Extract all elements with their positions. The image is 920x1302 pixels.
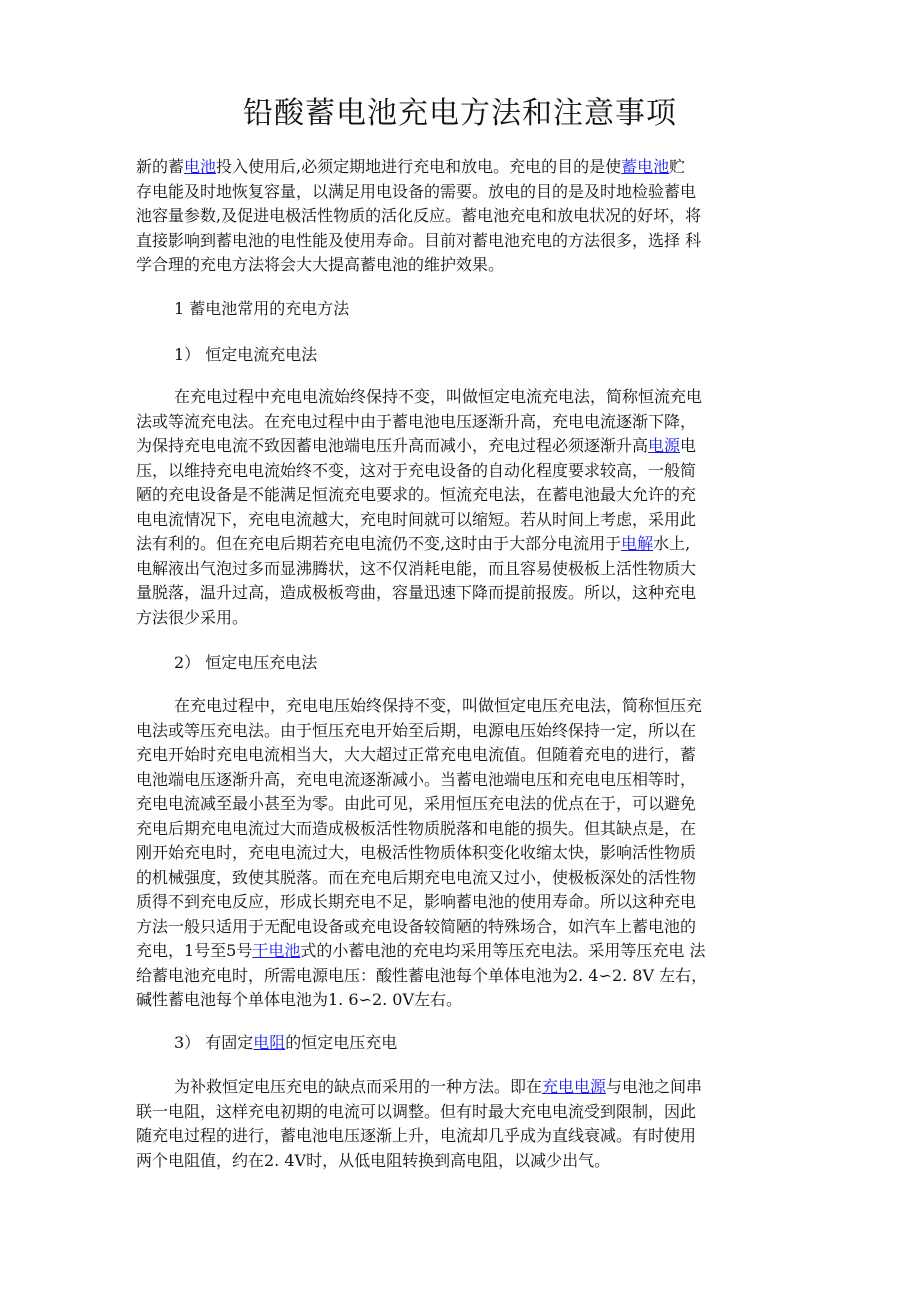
link-resistor[interactable]: 电阻 [253,1033,286,1052]
text-line: 随充电过程的进行，蓄电池电压逐渐上升，电流却几乎成为直线衰减。有时使用 [136,1126,697,1145]
text-line: 方法很少采用。 [136,607,249,627]
text-line: 法或等流充电法。在充电过程中由于蓄电池电压逐渐升高，充电电流逐渐下降， [136,411,697,431]
text-line: 为保持充电电流不致因蓄电池端电压升高而减小，充电过程必须逐渐升高电源电 [136,436,697,455]
text-line: 充电，1号至5号干电池式的小蓄电池的充电均采用等压充电法。采用等压充电 法 [136,941,706,960]
text-line: 质得不到充电反应，形成长期充电不足，影响蓄电池的使用寿命。所以这种充电 [136,892,697,911]
subsection-heading: 1） 恒定电流充电法 [174,345,318,364]
text-line: 新的蓄电池投入使用后,必须定期地进行充电和放电。充电的目的是使蓄电池贮 [136,157,686,176]
text-line: 学合理的充电方法将会大大提高蓄电池的维护效果。 [136,255,505,274]
text-line: 的机械强度，致使其脱落。而在充电后期充电电流又过小，使极板深处的活性物 [136,867,697,887]
text-line: 联一电阻，这样充电初期的电流可以调整。但有时最大充电电流受到限制，因此 [136,1101,697,1121]
text-line: 充电电流减至最小甚至为零。由此可见，采用恒压充电法的优点在于，可以避免 [136,794,697,813]
text-line: 电法或等压充电法。由于恒压充电开始至后期，电源电压始终保持一定，所以在 [136,720,697,740]
text-line: 在充电过程中充电电流始终保持不变，叫做恒定电流充电法，简称恒流充电 [174,387,703,406]
text-line: 电解液出气泡过多而显沸腾状，这不仅消耗电能，而且容易使极板上活性物质大 [136,558,697,578]
text-line: 两个电阻值，约在2. 4V时，从低电阻转换到高电阻，以减少出气。 [136,1150,611,1170]
page-title: 铅酸蓄电池充电方法和注意事项 [243,96,677,131]
link-dry-battery[interactable]: 干电池 [252,941,301,960]
constant-voltage-paragraph [136,694,796,1013]
text-line: 直接影响到蓄电池的电性能及使用寿命。目前对蓄电池充电的方法很多，选择 科 [136,230,702,250]
text-line: 电池端电压逐渐升高，充电电流逐渐减小。当蓄电池端电压和充电电压相等时， [136,769,697,789]
link-battery[interactable]: 电池 [184,157,217,176]
text-line: 为补救恒定电压充电的缺点而采用的一种方法。即在充电电源与电池之间串 [174,1077,703,1096]
text-line: 池容量参数,及促进电极活性物质的活化反应。蓄电池充电和放电状况的好坏，将 [136,206,702,225]
text-line: 充电后期充电电流过大而造成极板活性物质脱落和电能的损失。但其缺点是，在 [136,818,697,838]
text-line: 压，以维持充电电流始终不变，这对于充电设备的自动化程度要求较高，一般简 [136,460,697,480]
link-power-source[interactable]: 电源 [648,436,681,455]
text-line: 电电流情况下，充电电流越大，充电时间就可以缩短。若从时间上考虑，采用此 [136,509,697,529]
link-charging-power-source[interactable]: 充电电源 [542,1077,607,1096]
text-line: 量脱落，温升过高，造成极板弯曲，容量迅速下降而提前报废。所以，这种充电 [136,583,697,602]
text-line: 方法一般只适用于无配电设备或充电设备较简陋的特殊场合，如汽车上蓄电池的 [136,916,697,936]
text-line: 充电开始时充电电流相当大，大大超过正常充电电流值。但随着充电的进行，蓄 [136,745,697,764]
link-electrolysis[interactable]: 电解 [621,534,654,553]
text-line: 碱性蓄电池每个单体电池为1. 6∽2. 0V左右。 [136,990,463,1009]
section-heading: 1 蓄电池常用的充电方法 [174,299,350,318]
text-line: 法有利的。但在充电后期若充电电流仍不变,这时由于大部分电流用于电解水上, [136,534,691,553]
text-line: 刚开始充电时，充电电流过大，电极活性物质体积变化收缩太快，影响活性物质 [136,843,697,862]
text-line: 陋的充电设备是不能满足恒流充电要求的。恒流充电法，在蓄电池最大允许的充 [136,485,697,504]
fixed-resistor-paragraph [136,1075,796,1173]
text-line: 给蓄电池充电时，所需电源电压：酸性蓄电池每个单体电池为2. 4∽2. 8V 左右， [136,965,708,985]
text-line: 存电能及时地恢复容量，以满足用电设备的需要。放电的目的是及时地检验蓄电 [136,181,697,201]
text-line: 在充电过程中，充电电压始终保持不变，叫做恒定电压充电法，简称恒压充 [174,696,703,715]
subsection-heading: 3） 有固定电阻的恒定电压充电 [174,1033,398,1052]
subsection-heading: 2） 恒定电压充电法 [174,653,318,672]
link-storage-battery[interactable]: 蓄电池 [621,157,670,176]
intro-paragraph [136,155,796,278]
constant-current-paragraph [136,385,796,630]
